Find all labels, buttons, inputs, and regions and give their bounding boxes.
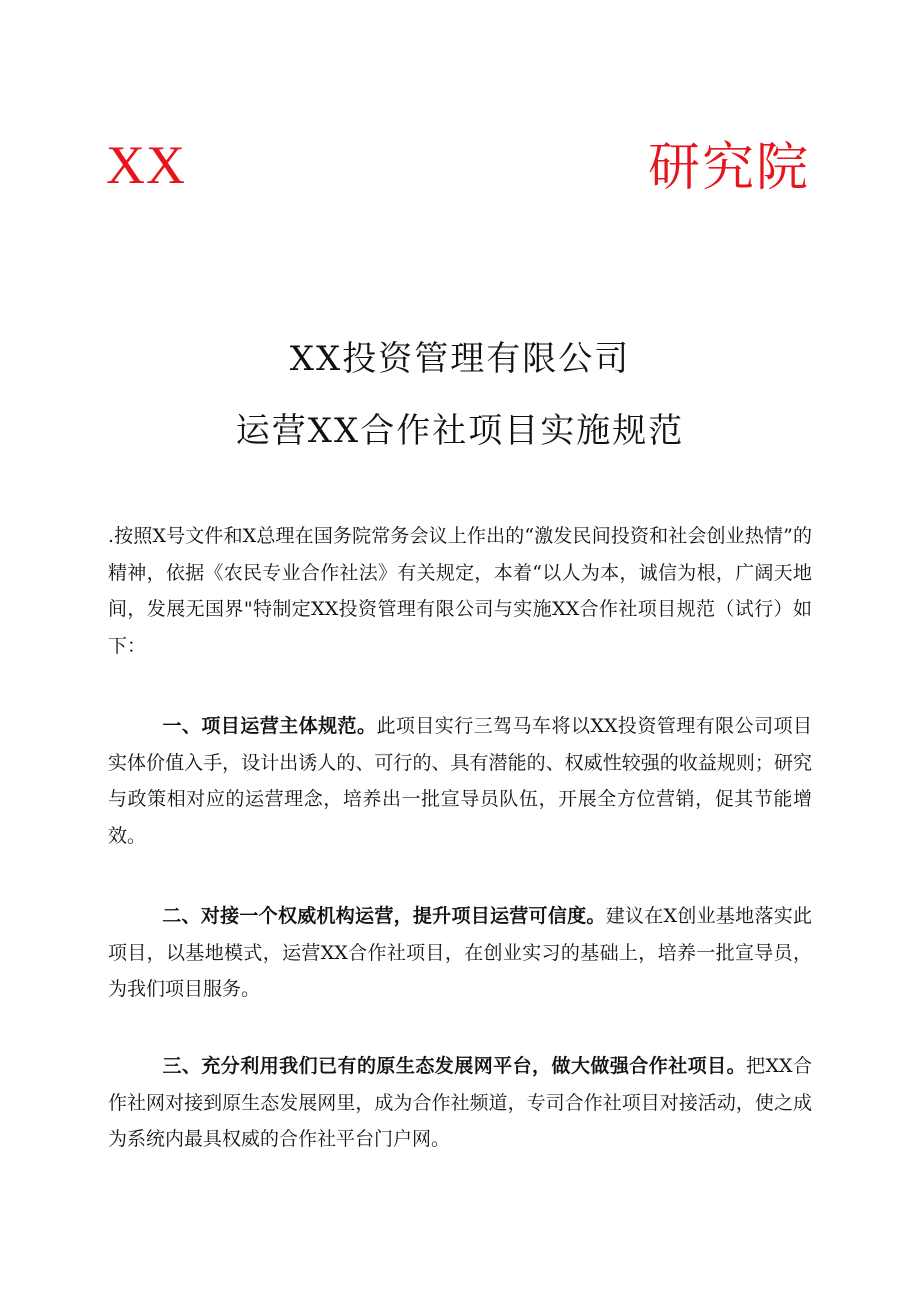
section-text-1: 此项目实行三驾马车将以XX投资管理有限公司项目实体价值入手，设计出诱人的、可行的、具有潜能的、权威性较强的收益规则；研究与政策相对应的运营理念，培养出一批宣导员队伍，开展全方位营销，促其节能增效。 bbox=[108, 715, 812, 847]
header-right-label: 研究院 bbox=[647, 138, 810, 198]
section-text-2: 建议在X创业基地落实此项目，以基地模式，运营XX合作社项目，在创业实习的基础上，培养一批宣导员，为我们项目服务。 bbox=[108, 905, 812, 1000]
intro-paragraph: .按照X号文件和X总理在国务院常务会议上作出的“激发民间投资和社会创业热情”的精神，依据《农民专业合作社法》有关规定，本着“以人为本，诚信为根，广阔天地间，发展无国界"特制定XX投资管理有限公司与实施XX合作社项目规范（试行）如下： bbox=[108, 525, 812, 657]
header-left-label: XX bbox=[106, 135, 186, 195]
section-paragraph-3 bbox=[108, 1048, 812, 1158]
section-heading-1: 一、项目运营主体规范。 bbox=[162, 715, 377, 737]
section-text-3: 把XX合作社网对接到原生态发展网里，成为合作社频道，专司合作社项目对接活动，使之成为系统内最具权威的合作社平台门户网。 bbox=[108, 1055, 812, 1150]
document-title-line1: XX投资管理有限公司 bbox=[289, 339, 631, 379]
section-paragraph-2 bbox=[108, 898, 812, 1008]
document-title-line2: 运营XX合作社项目实施规范 bbox=[235, 411, 685, 451]
section-heading-2: 二、对接一个权威机构运营，提升项目运营可信度。 bbox=[162, 905, 606, 927]
section-paragraph-1 bbox=[108, 708, 812, 854]
section-heading-3: 三、充分利用我们已有的原生态发展网平台，做大做强合作社项目。 bbox=[162, 1055, 747, 1077]
